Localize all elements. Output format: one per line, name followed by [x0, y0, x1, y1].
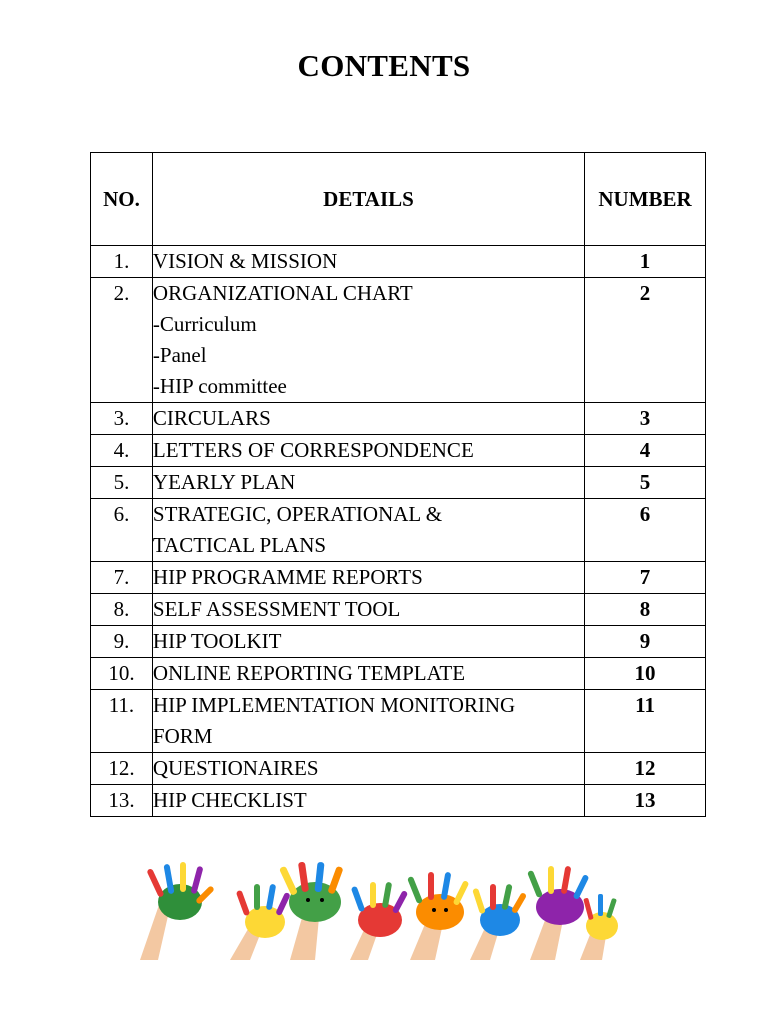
- header-details: DETAILS: [152, 153, 584, 246]
- hand-2: [230, 884, 291, 960]
- detail-line: TACTICAL PLANS: [152, 533, 327, 557]
- table-row: [91, 626, 706, 658]
- row-details: [152, 658, 584, 690]
- page-title: CONTENTS: [297, 48, 471, 83]
- row-number: 12.: [91, 753, 153, 785]
- table-row: [91, 753, 706, 785]
- row-number: 2.: [91, 278, 153, 403]
- header-no: NO.: [91, 153, 153, 246]
- page-number: 5: [585, 467, 706, 499]
- row-details: [152, 278, 584, 403]
- detail-line: QUESTIONAIRES: [152, 756, 319, 780]
- row-number: 4.: [91, 435, 153, 467]
- table-header-row: [91, 153, 706, 246]
- row-number: 1.: [91, 246, 153, 278]
- table-row: [91, 246, 706, 278]
- row-details: [152, 785, 584, 817]
- page-number: 8: [585, 594, 706, 626]
- detail-line: HIP PROGRAMME REPORTS: [152, 565, 423, 589]
- row-details: [152, 753, 584, 785]
- detail-line: YEARLY PLAN: [152, 470, 296, 494]
- hand-1: [140, 862, 215, 960]
- table-row: [91, 594, 706, 626]
- contents-table: [90, 152, 706, 817]
- hand-4: [350, 882, 408, 960]
- detail-line: CIRCULARS: [152, 406, 271, 430]
- row-details: [152, 467, 584, 499]
- row-details: [152, 246, 584, 278]
- table-row: [91, 435, 706, 467]
- hand-6: [470, 884, 527, 960]
- page-number: 11: [585, 690, 706, 753]
- table-row: [91, 403, 706, 435]
- page-number: 2: [585, 278, 706, 403]
- row-details: [152, 499, 584, 562]
- detail-line: ORGANIZATIONAL CHART: [152, 281, 413, 305]
- row-details: [152, 690, 584, 753]
- page-number: 1: [585, 246, 706, 278]
- row-number: 9.: [91, 626, 153, 658]
- page-number: 13: [585, 785, 706, 817]
- page-number: 10: [585, 658, 706, 690]
- detail-line: -HIP committee: [152, 374, 287, 398]
- table-row: [91, 278, 706, 403]
- page-number: 6: [585, 499, 706, 562]
- row-details: [152, 594, 584, 626]
- table-row: [91, 690, 706, 753]
- table-row: [91, 499, 706, 562]
- page-number: 3: [585, 403, 706, 435]
- row-details: [152, 626, 584, 658]
- row-details: [152, 403, 584, 435]
- row-number: 3.: [91, 403, 153, 435]
- row-number: 7.: [91, 562, 153, 594]
- detail-line: -Curriculum: [152, 312, 257, 336]
- detail-line: HIP IMPLEMENTATION MONITORING: [152, 693, 516, 717]
- row-number: 10.: [91, 658, 153, 690]
- row-number: 13.: [91, 785, 153, 817]
- page-number: 12: [585, 753, 706, 785]
- detail-line: STRATEGIC, OPERATIONAL &: [152, 502, 443, 526]
- detail-line: FORM: [152, 724, 213, 748]
- detail-line: VISION & MISSION: [152, 249, 338, 273]
- detail-line: HIP TOOLKIT: [152, 629, 282, 653]
- table-body: [91, 246, 706, 817]
- page-number: 7: [585, 562, 706, 594]
- hand-7: [527, 866, 589, 960]
- row-number: 11.: [91, 690, 153, 753]
- row-number: 6.: [91, 499, 153, 562]
- hand-3: [279, 862, 344, 960]
- header-number: NUMBER: [585, 153, 706, 246]
- row-number: 5.: [91, 467, 153, 499]
- detail-line: HIP CHECKLIST: [152, 788, 307, 812]
- table-row: [91, 467, 706, 499]
- hand-8: [580, 894, 618, 960]
- detail-line: -Panel: [152, 343, 207, 367]
- table-row: [91, 785, 706, 817]
- row-details: [152, 562, 584, 594]
- detail-line: SELF ASSESSMENT TOOL: [152, 597, 401, 621]
- page-number: 4: [585, 435, 706, 467]
- table-row: [91, 562, 706, 594]
- row-number: 8.: [91, 594, 153, 626]
- detail-line: LETTERS OF CORRESPONDENCE: [152, 438, 474, 462]
- painted-hands-illustration: [140, 862, 620, 960]
- row-details: [152, 435, 584, 467]
- page-number: 9: [585, 626, 706, 658]
- hand-5: [407, 872, 469, 960]
- detail-line: ONLINE REPORTING TEMPLATE: [152, 661, 466, 685]
- table-row: [91, 658, 706, 690]
